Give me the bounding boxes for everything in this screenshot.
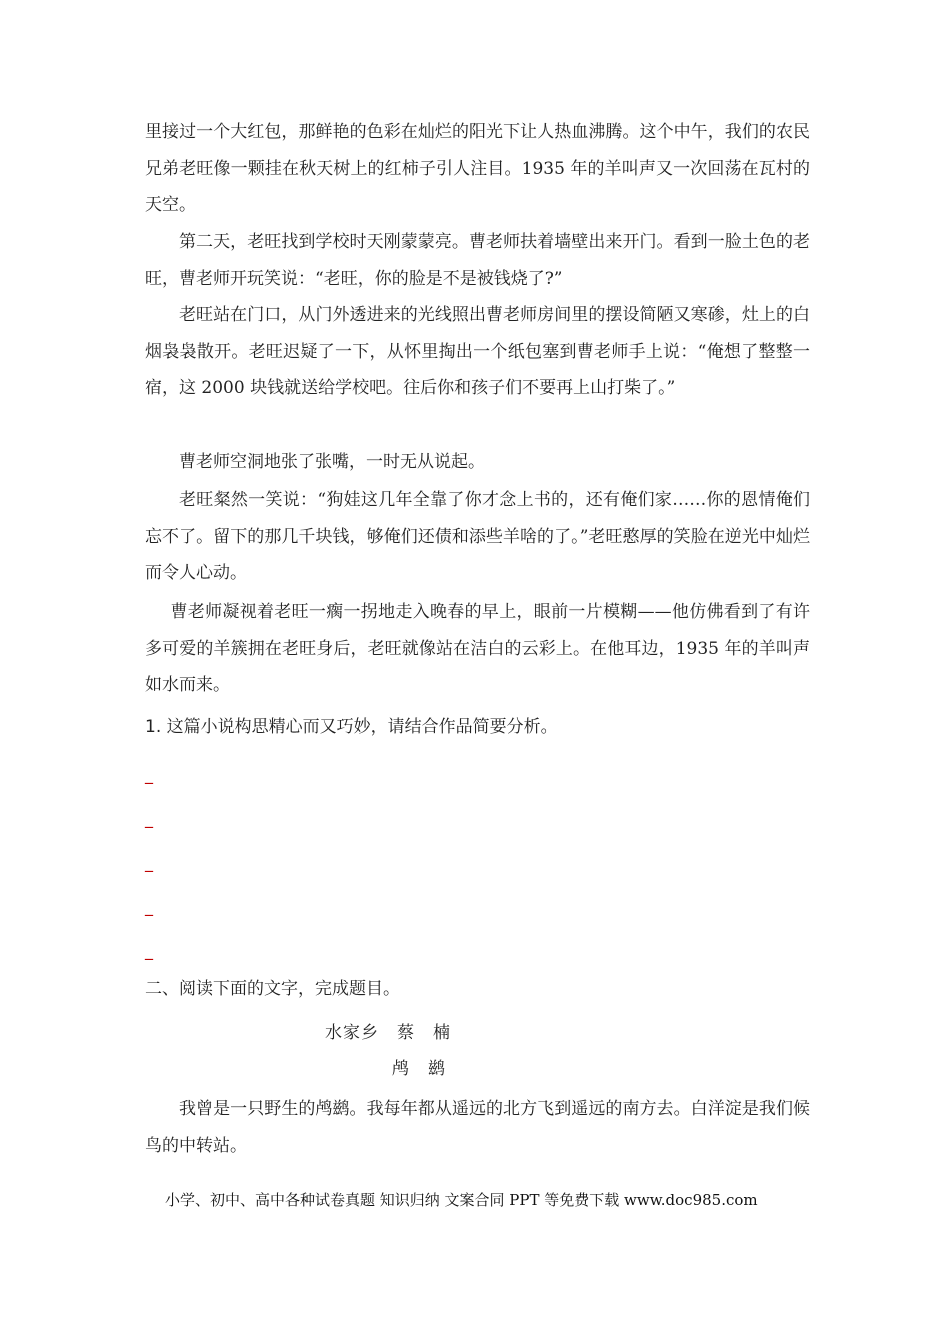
answer-blank[interactable]: _ bbox=[145, 941, 153, 960]
footer: 小学、初中、高中各种试卷真题 知识归纳 文案合同 PPT 等免费下载 www.doc985.com bbox=[165, 1191, 758, 1209]
answer-blank[interactable]: _ bbox=[145, 897, 153, 916]
paragraph-5: 老旺粲然一笑说：“狗娃这几年全靠了你才念上书的，还有俺们家……你的恩情俺们忘不了。留下的那几千块钱，够俺们还债和添些羊啥的了。”老旺憨厚的笑脸在逆光中灿烂而令人心动。 bbox=[145, 490, 810, 583]
paragraph-2: 第二天，老旺找到学校时天刚蒙蒙亮。曹老师扶着墙壁出来开门。看到一脸土色的老旺，曹老师开玩笑说：“老旺，你的脸是不是被钱烧了?” bbox=[145, 232, 810, 289]
answer-blank[interactable]: _ bbox=[145, 765, 153, 784]
section-2-title: 二、阅读下面的文字，完成题目。 bbox=[145, 979, 400, 999]
section-2-paragraph: 我曾是一只野生的鸬鹚。我每年都从遥远的北方飞到遥远的南方去。白洋淀是我们候鸟的中转站。 bbox=[145, 1099, 810, 1156]
answer-blank[interactable]: _ bbox=[145, 809, 153, 828]
paragraph-3: 老旺站在门口，从门外透进来的光线照出曹老师房间里的摆设简陋又寒碜，灶上的白烟袅袅散开。老旺迟疑了一下，从怀里掏出一个纸包塞到曹老师手上说：“俺想了整整一宿，这 2000 块钱就送给学校吧。往后你和孩子们不要再上山打柴了。” bbox=[145, 305, 810, 398]
subheading-author: 水家乡 蔡 楠 bbox=[325, 1023, 451, 1043]
paragraph-6: 曹老师凝视着老旺一瘸一拐地走入晚春的早上，眼前一片模糊——他仿佛看到了有许多可爱的羊簇拥在老旺身后，老旺就像站在洁白的云彩上。在他耳边，1935 年的羊叫声如水而来。 bbox=[145, 602, 810, 695]
question-1: 1. 这篇小说构思精心而又巧妙，请结合作品简要分析。 bbox=[145, 717, 558, 737]
paragraph-1: 里接过一个大红包，那鲜艳的色彩在灿烂的阳光下让人热血沸腾。这个中午，我们的农民兄弟老旺像一颗挂在秋天树上的红柿子引人注目。1935 年的羊叫声又一次回荡在瓦村的天空。 bbox=[145, 122, 810, 215]
subtitle: 鸬 鹚 bbox=[392, 1059, 446, 1079]
paragraph-4: 曹老师空洞地张了张嘴，一时无从说起。 bbox=[179, 452, 485, 472]
answer-blank[interactable]: _ bbox=[145, 853, 153, 872]
